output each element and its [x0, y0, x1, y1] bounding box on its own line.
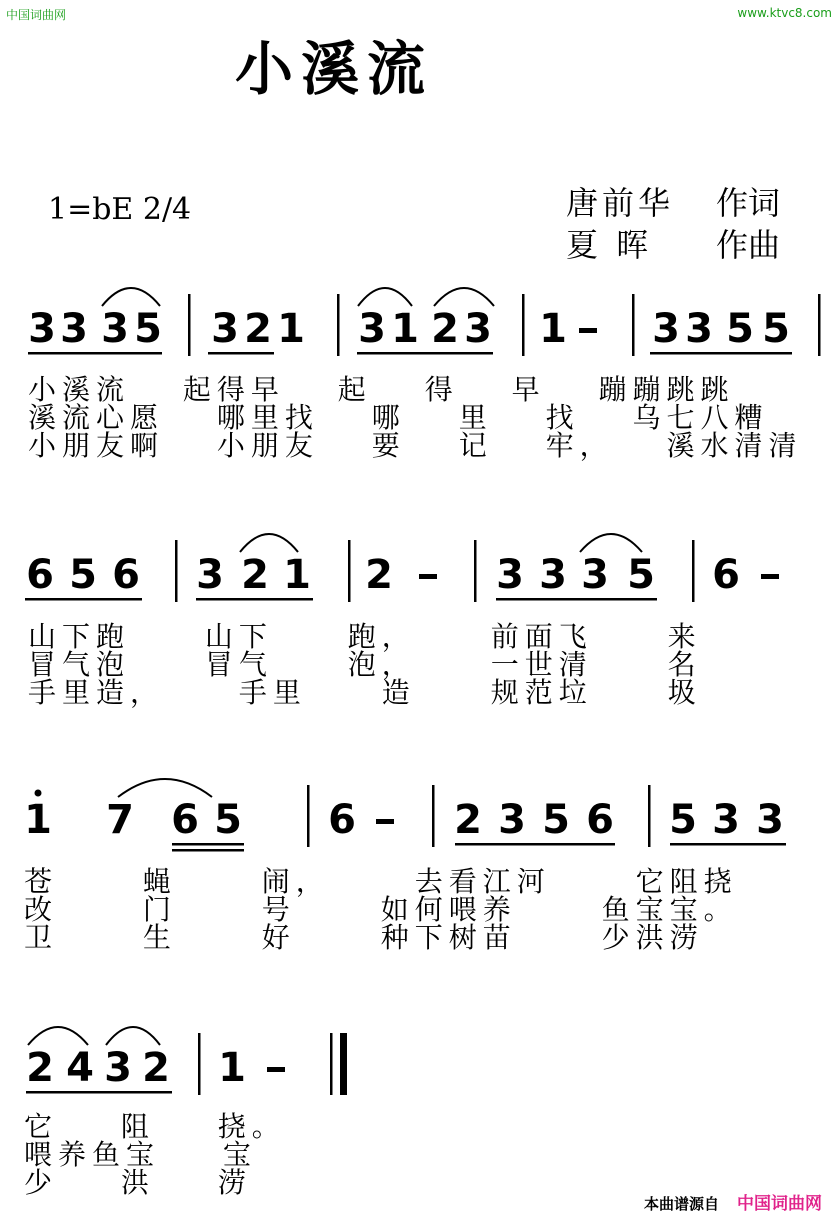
note-1: 1: [391, 306, 419, 352]
note-6: 6: [712, 552, 740, 598]
note-3: 3: [464, 306, 492, 352]
footer-brand[interactable]: 中国词曲网: [737, 1194, 822, 1214]
lyric-line-1-1: 小溪流 起得早 起 得 早 蹦蹦跳跳: [28, 373, 735, 406]
note-5: 5: [214, 797, 242, 843]
slur: [240, 534, 298, 552]
key-signature: 1=bE 2/4: [48, 192, 192, 227]
beam-line: [172, 843, 244, 846]
dash-mark: [419, 574, 437, 579]
beam-line: [196, 598, 313, 601]
beam-line: [208, 352, 274, 355]
slur: [434, 288, 494, 306]
score-row-4: [26, 1027, 347, 1095]
barline: [474, 540, 477, 602]
barline: [175, 540, 178, 602]
beam-line: [496, 598, 657, 601]
beam-line-double: [172, 849, 244, 852]
note-2: 2: [142, 1045, 170, 1091]
note-2: 2: [26, 1045, 54, 1091]
note-3: 3: [685, 306, 713, 352]
note-5: 5: [627, 552, 655, 598]
beam-line: [357, 352, 493, 355]
lyric-line-4-3: 少 洪 涝: [24, 1166, 252, 1199]
note-3: 3: [104, 1045, 132, 1091]
high-octave-dot: [35, 790, 42, 797]
note-3: 3: [539, 552, 567, 598]
lyric-line-1-2: 溪流心愿 哪里找 哪 里 找 乌七八糟: [28, 401, 769, 434]
lyric-line-1-3: 小朋友啊 小朋友 要 记 牢， 溪水清清: [28, 429, 803, 462]
barline: [188, 294, 191, 356]
lyric-line-2-2: 冒气泡 冒气 泡， 一世清 名: [28, 648, 702, 681]
score-row-2: [25, 534, 779, 602]
composer-role: 作曲: [716, 226, 781, 264]
note-1: 1: [277, 306, 305, 352]
barline: [648, 785, 651, 847]
note-4: 4: [66, 1045, 94, 1091]
note-i: 1: [24, 797, 52, 843]
beam-line: [26, 1091, 172, 1094]
note-6: 6: [328, 797, 356, 843]
note-3: 3: [28, 306, 56, 352]
note-6: 6: [26, 552, 54, 598]
note-3: 3: [581, 552, 609, 598]
lyric-line-3-3: 卫 生 好 种下树苗 少洪涝: [24, 921, 704, 954]
note-3: 3: [358, 306, 386, 352]
final-barline-thin: [330, 1033, 333, 1095]
score-row-1: [28, 288, 821, 356]
note-5: 5: [134, 306, 162, 352]
note-1: 1: [283, 552, 311, 598]
barline: [337, 294, 340, 356]
beam-line: [28, 352, 162, 355]
note-5: 5: [669, 797, 697, 843]
slur: [118, 779, 212, 797]
footer-source-text: 本曲谱源自: [643, 1195, 719, 1213]
beam-line: [25, 598, 142, 601]
note-2: 2: [365, 552, 393, 598]
barline: [692, 540, 695, 602]
note-3: 3: [196, 552, 224, 598]
barline: [522, 294, 525, 356]
note-1: 1: [539, 306, 567, 352]
lyric-line-3-1: 苍 蝇 闹， 去看江河 它阻挠: [24, 865, 738, 898]
note-3: 3: [211, 306, 239, 352]
slur: [28, 1027, 88, 1045]
lyric-line-4-1: 它 阻 挠。: [24, 1110, 286, 1143]
barline: [818, 294, 821, 356]
note-5: 5: [726, 306, 754, 352]
note-3: 3: [756, 797, 784, 843]
dash-mark: [761, 574, 779, 579]
lyric-line-2-3: 手里造， 手里 造 规范垃 圾: [28, 676, 702, 709]
note-5: 5: [69, 552, 97, 598]
slur: [358, 288, 412, 306]
dash-mark: [376, 819, 394, 824]
note-3: 3: [498, 797, 526, 843]
note-2: 2: [431, 306, 459, 352]
slur: [106, 1027, 160, 1045]
dash-mark: [267, 1067, 285, 1072]
note-7: 7: [106, 797, 134, 843]
lyricist-role: 作词: [716, 184, 781, 222]
note-3: 3: [652, 306, 680, 352]
slur: [102, 288, 160, 306]
note-2: 2: [241, 552, 269, 598]
score-row-3: [24, 779, 786, 852]
barline: [432, 785, 435, 847]
note-3: 3: [60, 306, 88, 352]
song-title: 小溪流: [235, 35, 434, 103]
lyric-line-3-2: 改 门 号 如何喂养 鱼宝宝。: [24, 893, 738, 926]
beam-line: [650, 352, 792, 355]
source-footer: [644, 1189, 822, 1214]
lyric-line-2-1: 山下跑 山下 跑， 前面飞 来: [28, 620, 702, 653]
note-5: 5: [542, 797, 570, 843]
slur: [580, 534, 642, 552]
note-1: 1: [218, 1045, 246, 1091]
lyricist-name: 唐前华: [566, 184, 675, 222]
barline: [632, 294, 635, 356]
beam-line: [455, 843, 615, 846]
note-2: 2: [244, 306, 272, 352]
note-6: 6: [171, 797, 199, 843]
dash-mark: [579, 328, 597, 333]
site-watermark-left: 中国词曲网: [6, 8, 67, 22]
lyric-line-4-2: 喂养鱼宝 宝: [24, 1138, 257, 1171]
note-3: 3: [496, 552, 524, 598]
note-3: 3: [101, 306, 129, 352]
composer-name: 夏 晖: [566, 226, 653, 264]
beam-line: [670, 843, 786, 846]
note-6: 6: [112, 552, 140, 598]
barline: [307, 785, 310, 847]
note-6: 6: [586, 797, 614, 843]
note-3: 3: [712, 797, 740, 843]
site-watermark-right[interactable]: www.ktvc8.com: [737, 6, 832, 20]
note-2: 2: [454, 797, 482, 843]
final-barline-thick: [340, 1033, 347, 1095]
barline: [198, 1033, 201, 1095]
note-5: 5: [762, 306, 790, 352]
barline: [348, 540, 351, 602]
